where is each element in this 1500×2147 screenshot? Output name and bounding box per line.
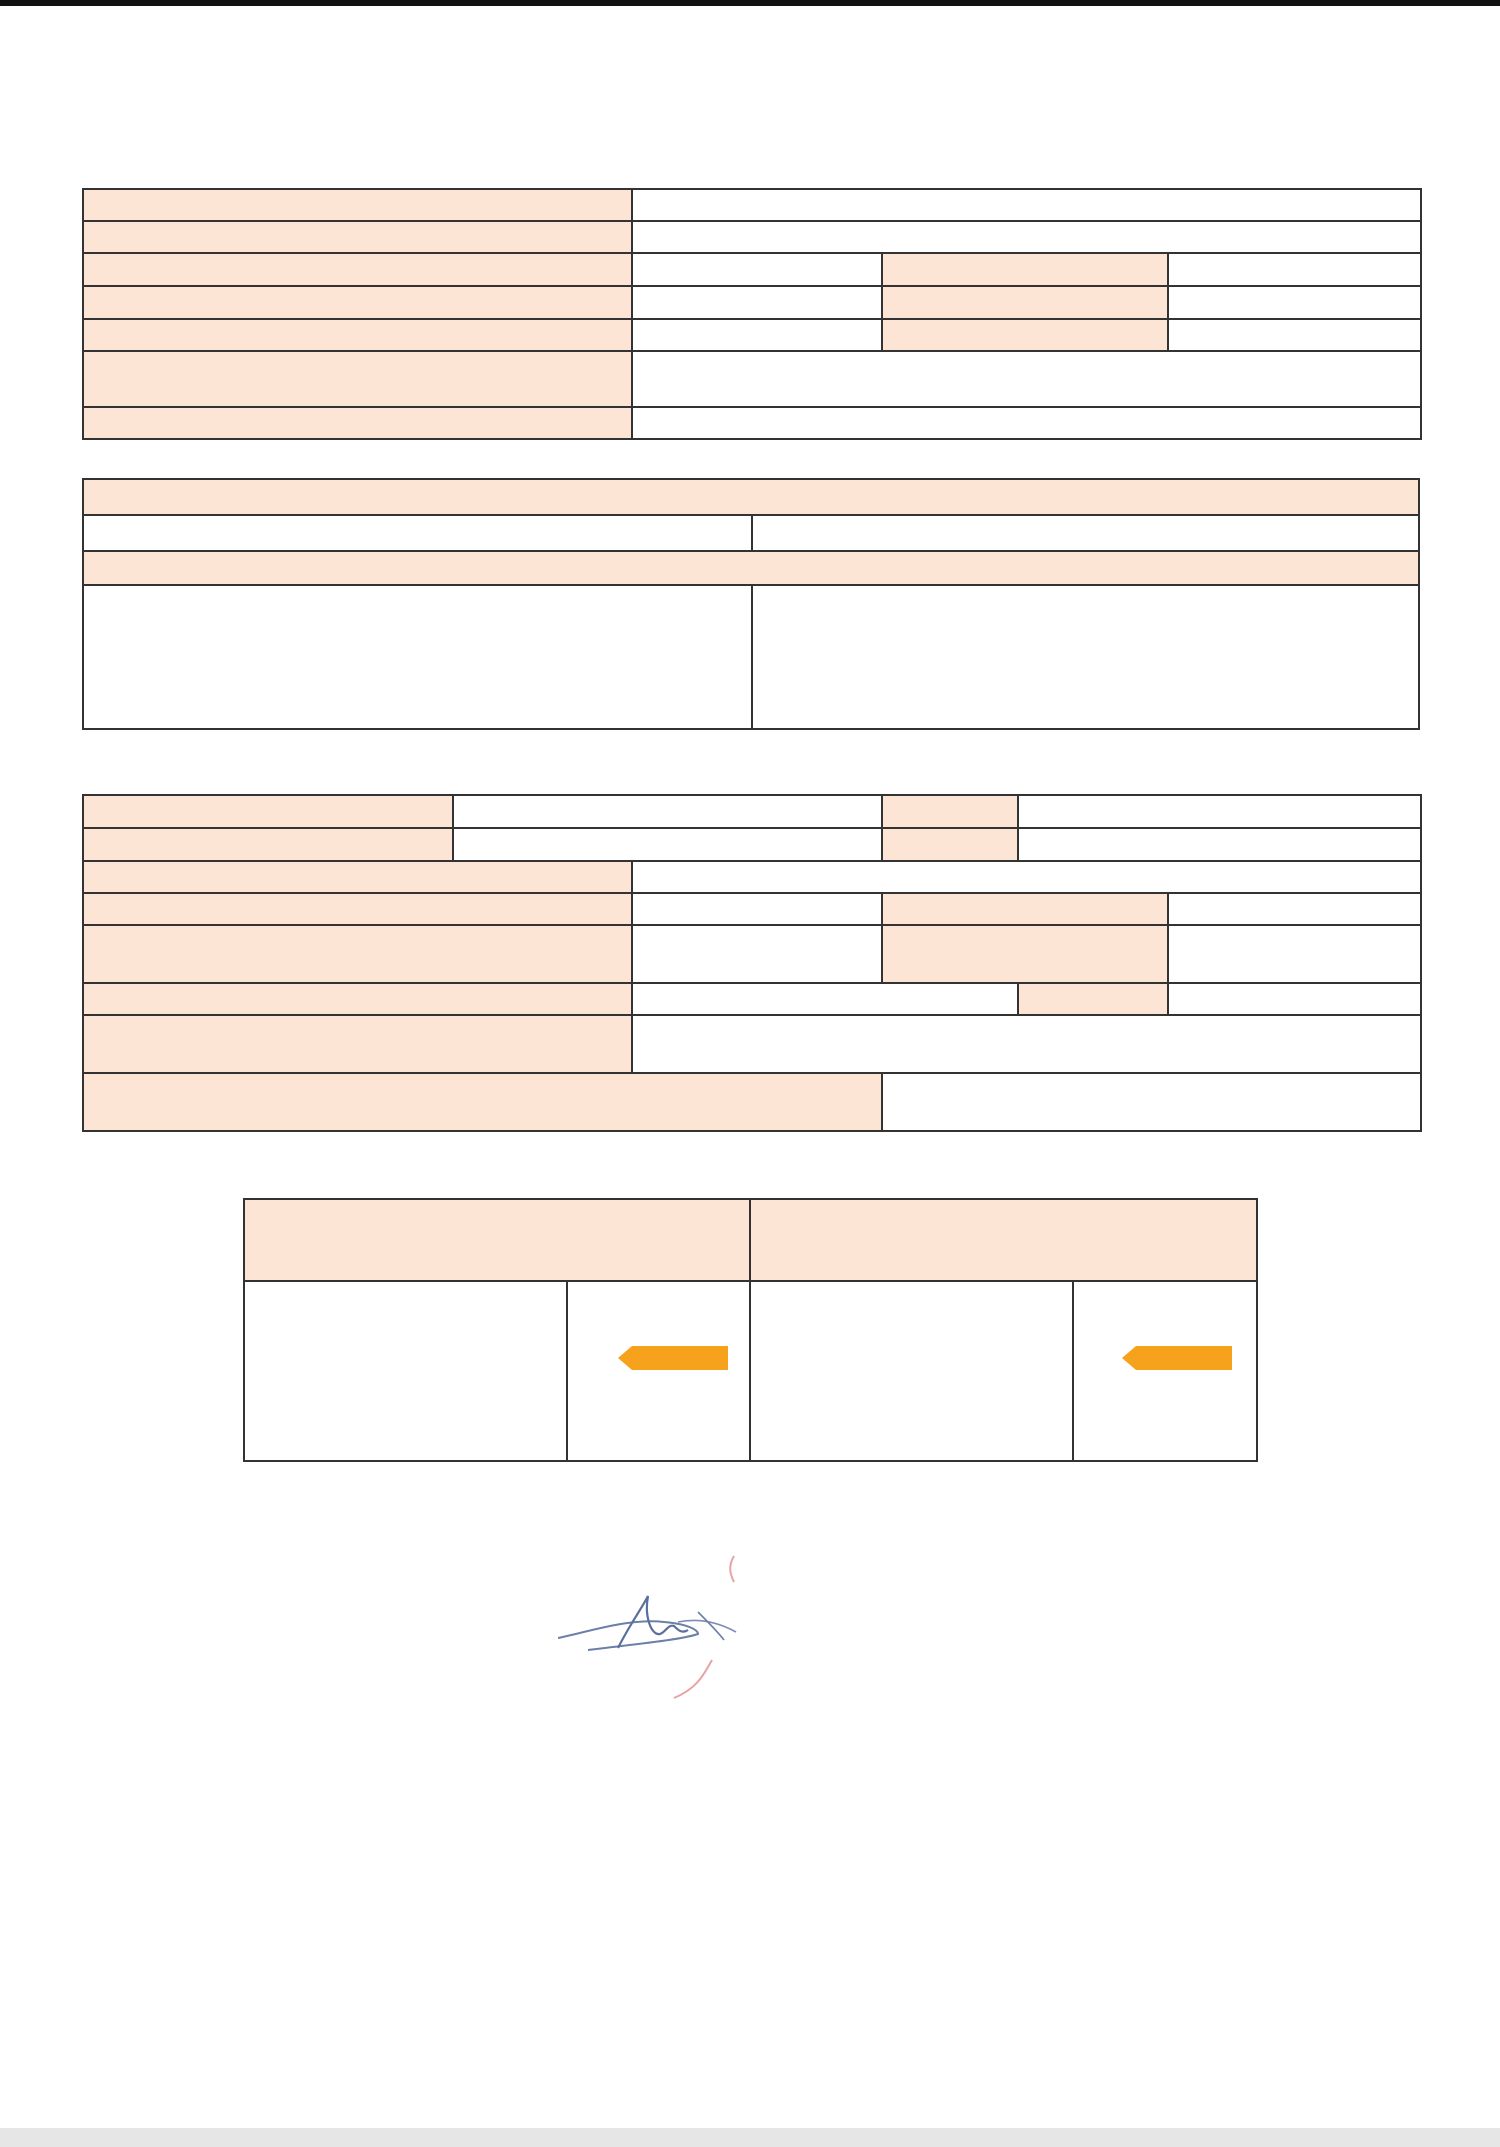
label-titulacion xyxy=(83,1015,632,1073)
value-municipio-tecnico xyxy=(632,893,882,925)
value-comunidad-autonoma xyxy=(1168,286,1421,319)
label-nombre-edificio xyxy=(83,189,632,221)
label-direccion xyxy=(83,221,632,253)
label-normativa xyxy=(83,351,632,407)
label-codigo-postal xyxy=(882,253,1168,286)
value-titulacion xyxy=(632,1015,1421,1073)
label-razon-social xyxy=(83,828,453,861)
value-provincia-tecnico xyxy=(632,925,882,983)
value-direccion xyxy=(632,221,1421,253)
value-nif xyxy=(1018,828,1421,861)
value-zona-climatica xyxy=(632,319,882,351)
tipo-edificio-box xyxy=(82,478,1420,730)
tipo-edificio-spacer-row xyxy=(84,552,1418,586)
value-domicilio xyxy=(632,861,1421,893)
label-nombre-apellidos xyxy=(83,795,453,828)
value-nombre-apellidos xyxy=(453,795,882,828)
value-referencia-catastral xyxy=(632,407,1421,439)
top-edge xyxy=(0,0,1500,6)
label-comunidad-autonoma xyxy=(882,286,1168,319)
value-nombre-edificio xyxy=(632,189,1421,221)
label-zona-climatica xyxy=(83,319,632,351)
value-email xyxy=(632,983,1018,1015)
value-nif-nie xyxy=(1018,795,1421,828)
label-email xyxy=(83,983,632,1015)
emisiones-rating-arrow xyxy=(1122,1346,1232,1370)
value-anio-construccion xyxy=(1168,319,1421,351)
value-municipio xyxy=(632,253,882,286)
value-cp-tecnico xyxy=(1168,893,1421,925)
emisiones-scale-cell xyxy=(749,1280,1074,1462)
label-municipio xyxy=(83,253,632,286)
consumo-scale-cell xyxy=(243,1280,568,1462)
label-cp-tecnico xyxy=(882,893,1168,925)
label-provincia-tecnico xyxy=(83,925,632,983)
label-referencia-catastral xyxy=(83,407,632,439)
tipo-edificio-heading xyxy=(84,480,1418,516)
consumo-rating-arrow xyxy=(618,1346,728,1370)
bottom-edge xyxy=(0,2128,1500,2147)
tipo-divider-bottom xyxy=(751,586,753,728)
label-provincia xyxy=(83,286,632,319)
identificacion-table xyxy=(82,188,1422,440)
consumo-header xyxy=(243,1198,751,1282)
tipo-divider-top xyxy=(751,516,753,552)
label-nif-nie xyxy=(882,795,1018,828)
calificacion-energetica xyxy=(243,1198,1258,1462)
value-provincia xyxy=(632,286,882,319)
value-telefono xyxy=(1168,983,1421,1015)
emisiones-header xyxy=(749,1198,1258,1282)
label-domicilio xyxy=(83,861,632,893)
value-procedimiento xyxy=(882,1073,1421,1131)
label-municipio-tecnico xyxy=(83,893,632,925)
label-procedimiento xyxy=(83,1073,882,1131)
handwritten-signature xyxy=(548,1552,748,1704)
tecnico-table xyxy=(82,794,1422,1132)
consumo-value-cell xyxy=(566,1280,751,1462)
label-telefono xyxy=(1018,983,1168,1015)
value-razon-social xyxy=(453,828,882,861)
label-anio-construccion xyxy=(882,319,1168,351)
value-normativa xyxy=(632,351,1421,407)
value-codigo-postal xyxy=(1168,253,1421,286)
label-nif xyxy=(882,828,1018,861)
emisiones-value-cell xyxy=(1072,1280,1258,1462)
label-ca-tecnico xyxy=(882,925,1168,983)
value-ca-tecnico xyxy=(1168,925,1421,983)
